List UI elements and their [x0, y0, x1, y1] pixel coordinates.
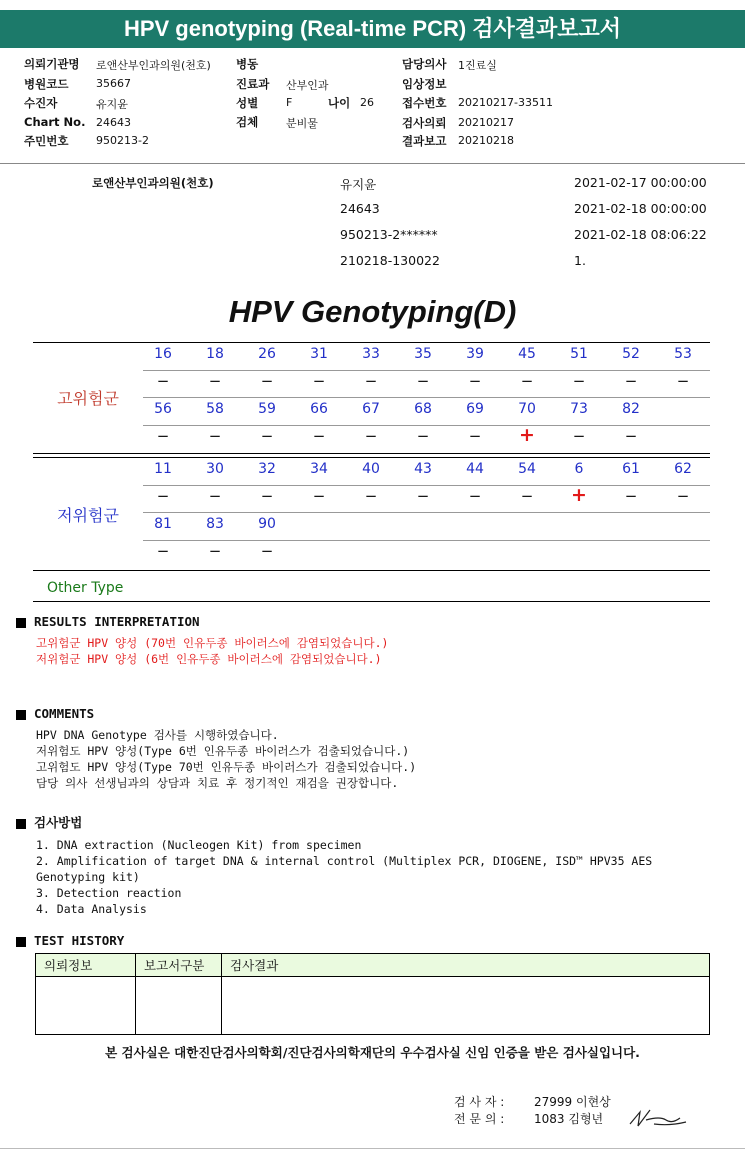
report-date-label: 결과보고	[402, 134, 447, 148]
hpv-type-83: 83	[206, 516, 224, 532]
negative-result: −	[156, 427, 170, 445]
hpv-type-39: 39	[466, 346, 484, 362]
negative-result: −	[416, 487, 430, 505]
hpv-type-82: 82	[622, 401, 640, 417]
results-body	[36, 635, 736, 667]
request-date: 20210217	[458, 116, 514, 129]
hpv-type-59: 59	[258, 401, 276, 417]
resident-number: 950213-2	[96, 134, 149, 147]
positive-result: +	[571, 484, 587, 506]
receipt-label: 접수번호	[402, 96, 447, 110]
hpv-type-16: 16	[154, 346, 172, 362]
negative-result: −	[156, 372, 170, 390]
hpv-type-67: 67	[362, 401, 380, 417]
age: 26	[360, 96, 374, 109]
method-heading: 검사방법	[34, 815, 83, 830]
doctor: 1진료실	[458, 59, 497, 72]
report-date: 20210218	[458, 134, 514, 147]
table-row	[36, 977, 710, 1035]
hpv-type-90: 90	[258, 516, 276, 532]
negative-result: −	[208, 542, 222, 560]
recipient-label: 수진자	[24, 96, 58, 110]
page-number: 1.	[574, 253, 586, 268]
negative-result: −	[416, 427, 430, 445]
hpv-type-66: 66	[310, 401, 328, 417]
high-risk-label: 고위험군	[57, 389, 119, 408]
requesting-inst-label: 의뢰기관명	[24, 57, 80, 71]
ward-label: 병동	[236, 57, 259, 71]
patient-resident: 950213-2******	[340, 227, 438, 242]
hpv-type-35: 35	[414, 346, 432, 362]
negative-result: −	[208, 427, 222, 445]
patient-code: 210218-130022	[340, 253, 440, 268]
negative-result: −	[364, 487, 378, 505]
certification-note: 본 검사실은 대한진단검사의학회/진단검사의학재단의 우수검사실 신임 인증을 받은 검사실입니다.	[105, 1045, 640, 1060]
negative-result: −	[624, 427, 638, 445]
hpv-type-18: 18	[206, 346, 224, 362]
negative-result: −	[468, 372, 482, 390]
history-section	[16, 933, 736, 948]
text-line: 담당 의사 선생님과의 상담과 치료 후 정기적인 재검을 권장합니다.	[36, 776, 399, 790]
hpv-type-61: 61	[622, 461, 640, 477]
negative-result: −	[572, 427, 586, 445]
hpv-type-45: 45	[518, 346, 536, 362]
hpv-type-52: 52	[622, 346, 640, 362]
negative-result: −	[208, 487, 222, 505]
dept: 산부인과	[286, 79, 329, 92]
patient-chart: 24643	[340, 201, 380, 216]
hpv-type-44: 44	[466, 461, 484, 477]
text-line: HPV DNA Genotype 검사를 시행하였습니다.	[36, 728, 279, 742]
negative-result: −	[260, 372, 274, 390]
positive-result: +	[519, 424, 535, 446]
requesting-inst: 로앤산부인과의원(천호)	[96, 59, 211, 72]
negative-result: −	[260, 427, 274, 445]
text-line: 저위험도 HPV 양성(Type 6번 인유두종 바이러스가 검출되었습니다.)	[36, 744, 410, 758]
clinical-label: 임상정보	[402, 77, 447, 91]
history-col-result: 검사결과	[222, 954, 710, 977]
date-tested: 2021-02-18 00:00:00	[574, 201, 707, 216]
specimen: 분비물	[286, 117, 318, 130]
high-risk-grid	[33, 342, 710, 454]
request-date-label: 검사의뢰	[402, 116, 447, 130]
hpv-type-40: 40	[362, 461, 380, 477]
negative-result: −	[208, 372, 222, 390]
resident-label: 주민번호	[24, 134, 69, 148]
text-line: Genotyping kit)	[36, 870, 140, 884]
negative-result: −	[312, 427, 326, 445]
text-line: 3. Detection reaction	[36, 886, 182, 900]
footer-line	[0, 1148, 745, 1149]
negative-result: −	[364, 372, 378, 390]
hpv-type-70: 70	[518, 401, 536, 417]
text-line: 저위험군 HPV 양성 (6번 인유두종 바이러스에 감염되었습니다.)	[36, 652, 382, 666]
other-type-row	[33, 570, 710, 602]
hpv-type-69: 69	[466, 401, 484, 417]
comments-heading: COMMENTS	[34, 706, 95, 721]
patient-name: 유지윤	[340, 177, 377, 192]
negative-result: −	[520, 487, 534, 505]
hpv-type-81: 81	[154, 516, 172, 532]
hospital-code: 35667	[96, 77, 131, 90]
hpv-type-31: 31	[310, 346, 328, 362]
negative-result: −	[416, 372, 430, 390]
negative-result: −	[260, 487, 274, 505]
hpv-type-34: 34	[310, 461, 328, 477]
report-title: HPV genotyping (Real-time PCR) 검사결과보고서	[0, 10, 745, 48]
sex: F	[286, 96, 293, 109]
method-section	[16, 813, 736, 917]
hpv-type-26: 26	[258, 346, 276, 362]
negative-result: −	[260, 542, 274, 560]
results-heading: RESULTS INTERPRETATION	[34, 614, 200, 629]
comments-section	[16, 706, 736, 791]
hpv-type-51: 51	[570, 346, 588, 362]
signature-image	[626, 1104, 690, 1130]
tester: 27999 이현상	[534, 1095, 611, 1109]
patient-block	[0, 170, 745, 280]
negative-result: −	[468, 427, 482, 445]
date-received: 2021-02-17 00:00:00	[574, 175, 707, 190]
text-line: 1. DNA extraction (Nucleogen Kit) from specimen	[36, 838, 362, 852]
bullet-square-icon	[16, 937, 26, 947]
specialist-label: 전 문 의 :	[454, 1112, 505, 1126]
request-info	[0, 52, 745, 165]
history-col-report-type: 보고서구분	[136, 954, 222, 977]
hpv-type-30: 30	[206, 461, 224, 477]
hpv-type-56: 56	[154, 401, 172, 417]
bullet-square-icon	[16, 618, 26, 628]
history-heading: TEST HISTORY	[34, 933, 125, 948]
hpv-type-6: 6	[574, 461, 584, 477]
bullet-square-icon	[16, 819, 26, 829]
hpv-type-62: 62	[674, 461, 692, 477]
bullet-square-icon	[16, 710, 26, 720]
text-line: 고위험도 HPV 양성(Type 70번 인유두종 바이러스가 검출되었습니다.)	[36, 760, 417, 774]
doctor-label: 담당의사	[402, 57, 447, 71]
hpv-type-53: 53	[674, 346, 692, 362]
age-label: 나이	[328, 96, 351, 110]
comments-body	[36, 727, 736, 791]
negative-result: −	[156, 542, 170, 560]
chart-label: Chart No.	[24, 115, 86, 129]
negative-result: −	[676, 372, 690, 390]
negative-result: −	[312, 487, 326, 505]
negative-result: −	[572, 372, 586, 390]
chart-number: 24643	[96, 116, 131, 129]
recipient: 유지윤	[96, 98, 128, 111]
method-body	[36, 837, 736, 917]
negative-result: −	[676, 487, 690, 505]
hpv-type-43: 43	[414, 461, 432, 477]
negative-result: −	[624, 372, 638, 390]
sex-label: 성별	[236, 96, 259, 110]
specialist: 1083 김형년	[534, 1112, 604, 1126]
tester-label: 검 사 자 :	[454, 1095, 505, 1109]
hpv-type-33: 33	[362, 346, 380, 362]
history-table	[35, 953, 710, 1035]
low-risk-label: 저위험군	[57, 506, 119, 525]
hpv-type-32: 32	[258, 461, 276, 477]
receipt: 20210217-33511	[458, 96, 553, 109]
hpv-type-11: 11	[154, 461, 172, 477]
date-reported: 2021-02-18 08:06:22	[574, 227, 707, 242]
genotyping-title: HPV Genotyping(D)	[228, 294, 517, 329]
hpv-type-54: 54	[518, 461, 536, 477]
dept-label: 진료과	[236, 77, 270, 91]
hpv-type-58: 58	[206, 401, 224, 417]
negative-result: −	[156, 487, 170, 505]
results-section	[16, 614, 736, 667]
text-line: 고위험군 HPV 양성 (70번 인유두종 바이러스에 감염되었습니다.)	[36, 636, 389, 650]
specimen-label: 검체	[236, 115, 259, 129]
clinic-name: 로앤산부인과의원(천호)	[92, 176, 214, 190]
negative-result: −	[312, 372, 326, 390]
hospital-code-label: 병원코드	[24, 77, 69, 91]
hpv-type-68: 68	[414, 401, 432, 417]
hpv-type-73: 73	[570, 401, 588, 417]
other-type-label: Other Type	[47, 580, 124, 596]
negative-result: −	[520, 372, 534, 390]
low-risk-grid	[33, 457, 710, 569]
text-line: 4. Data Analysis	[36, 902, 147, 916]
text-line: 2. Amplification of target DNA & internal control (Multiplex PCR, DIOGENE, ISD™ HPV35 AES	[36, 854, 653, 868]
negative-result: −	[468, 487, 482, 505]
negative-result: −	[364, 427, 378, 445]
negative-result: −	[624, 487, 638, 505]
history-col-request: 의뢰정보	[36, 954, 136, 977]
divider	[0, 163, 745, 164]
